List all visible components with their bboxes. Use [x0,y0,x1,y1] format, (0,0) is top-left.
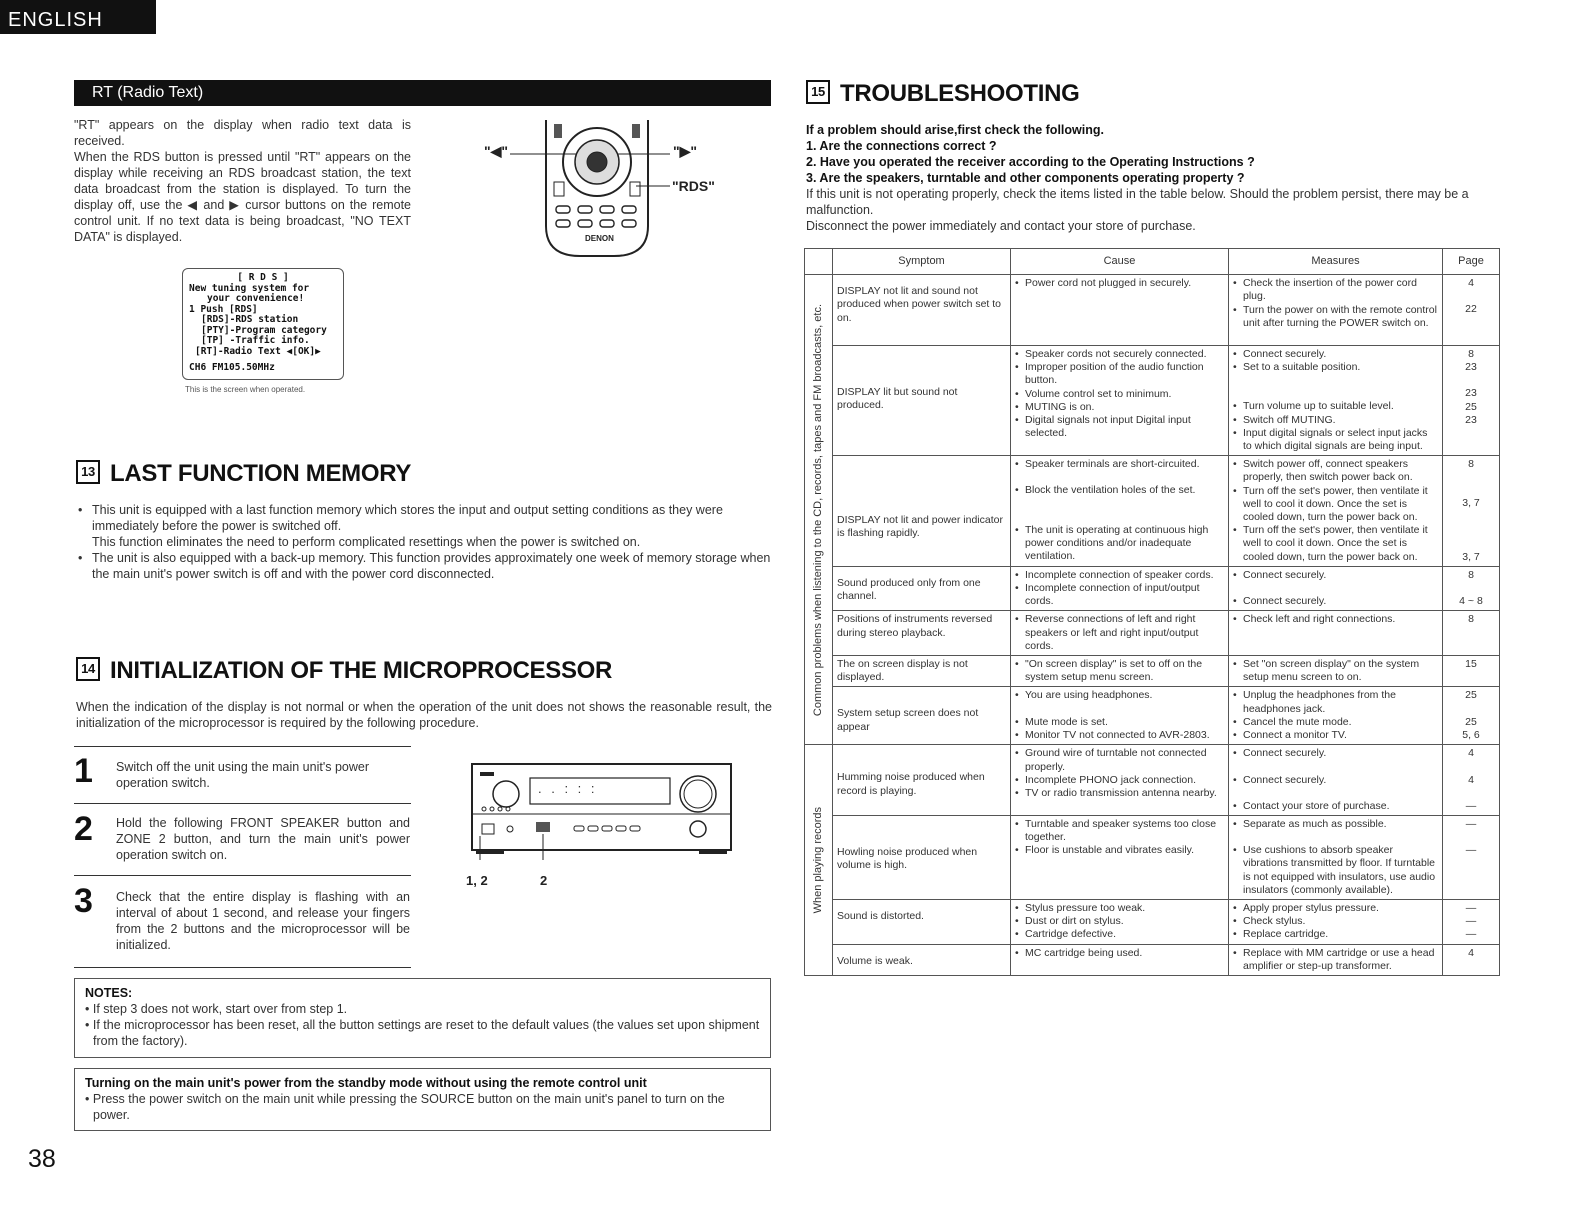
check-item: 2. Have you operated the receiver according to the Operating Instructions ? [806,155,1255,169]
symptom-cell: The on screen display is not displayed. [833,656,1011,687]
measures-cell: • Apply proper stylus pressure. • Check stylus. • Replace cartridge. [1229,899,1443,944]
section-13-number: 13 [76,460,100,484]
rds-screen-line: [ R D S ] [237,272,289,283]
cause-cell: • Incomplete connection of speaker cords. • Incomplete connection of input/output cords. [1011,566,1229,611]
intro-paragraph: If this unit is not operating properly, check the items listed in the table below. Should the problem persist, there may be a malfunction. [806,187,1469,217]
rt-paragraph-1: "RT" appears on the display when radio text data is received. [74,118,411,148]
divider [74,875,411,876]
cause-cell: • Power cord not plugged in securely. [1011,275,1229,346]
divider [74,746,411,747]
table-row [805,275,1500,346]
table-row [805,656,1500,687]
symptom-cell: Sound is distorted. [833,899,1011,944]
group-label: When playing records [811,806,824,914]
table-row [805,815,1500,899]
notes-box [74,978,771,1058]
section-13-heading [76,460,411,488]
table-header: Symptom [833,249,1011,275]
intro-paragraph: Disconnect the power immediately and contact your store of purchase. [806,219,1196,233]
group-label-cell [805,275,833,745]
symptom-cell: DISPLAY lit but sound not produced. [833,346,1011,456]
rds-screen-line: [PTY]-Program category [201,324,327,336]
rds-screen-caption: This is the screen when operated. [185,385,306,394]
table-row [805,944,1500,975]
measures-cell: • Connect securely. • Set to a suitable position. • Turn volume up to suitable level. • Switch off MUTING. • Input digital signals or select input jacks to which digital signals are being input. [1229,346,1443,456]
cause-cell: • MC cartridge being used. [1011,944,1229,975]
measures-cell: • Replace with MM cartridge or use a head amplifier or step-up transformer. [1229,944,1443,975]
standby-note-box [74,1068,771,1131]
rt-heading: RT (Radio Text) [74,80,771,106]
page-cell: 8 [1443,611,1500,656]
symptom-cell: DISPLAY not lit and sound not produced when power switch set to on. [833,275,1011,346]
page-cell: 4 22 [1443,275,1500,346]
rt-paragraph-2: When the RDS button is pressed until "RT" appears on the display while receiving an RDS broadcast station, the text data broadcast from the station is displayed. To turn the display off, use the ◀ and ▶ cursor buttons on the remote control unit. If no text data is being broadcast, "NO TEXT DATA" is displayed. [74,150,411,244]
rds-screen-display [182,268,344,380]
table-row [805,456,1500,567]
section-14-number: 14 [76,657,100,681]
rds-screen-line: 1 Push [RDS] [189,303,258,315]
measures-cell: • Check the insertion of the power cord plug. • Turn the power on with the remote control unit after turning the POWER switch on. [1229,275,1443,346]
page-cell: 8 23 23 25 23 [1443,346,1500,456]
rt-text [74,117,411,245]
cause-cell: • Reverse connections of left and right speakers or left and right input/output cords. [1011,611,1229,656]
remote-label-left: "◀" [484,143,509,159]
step-number: 2 [74,810,93,848]
page-cell: 8 3, 7 3, 7 [1443,456,1500,567]
table-header [805,249,833,275]
measures-cell: • Separate as much as possible. • Use cushions to absorb speaker vibrations transmitted by floor. If turntable is not equipped with insulators, use audio insulators (commonly available). [1229,815,1443,899]
receiver-front-panel-illustration [470,760,735,860]
cause-cell: • Speaker cords not securely connected. • Improper position of the audio function button. • Volume control set to minimum. • MUTING is on. • Digital signals not input Digital input selected. [1011,346,1229,456]
remote-label-right: "▶" [673,143,698,159]
symptom-cell: Humming noise produced when record is playing. [833,745,1011,816]
symptom-cell: Howling noise produced when volume is high. [833,815,1011,899]
cause-cell: • Turntable and speaker systems too close together. • Floor is unstable and vibrates easily. [1011,815,1229,899]
symptom-cell: Positions of instruments reversed during stereo playback. [833,611,1011,656]
rds-screen-line: New tuning system for [189,282,310,294]
symptom-cell: System setup screen does not appear [833,687,1011,745]
language-tab: ENGLISH [0,0,156,34]
section-15-title: TROUBLESHOOTING [840,80,1080,107]
section-14-intro: When the indication of the display is not normal or when the operation of the unit does not shows the reasonable result, the initialization of the microprocessor is required by the following procedure. [76,700,772,730]
note-item: • If step 3 does not work, start over from step 1. [85,1002,348,1016]
table-header-row [805,249,1500,275]
rds-screen-line: [RDS]-RDS station [201,314,299,325]
remote-brand-logo: DENON [585,234,614,243]
table-header: Cause [1011,249,1229,275]
measures-cell: • Connect securely. • Connect securely. [1229,566,1443,611]
page-number: 38 [28,1145,56,1173]
section-13-bullets [76,502,772,582]
table-row [805,611,1500,656]
cause-cell: • Speaker terminals are short-circuited. • Block the ventilation holes of the set. • The unit is operating at continuous high power conditions and/or inadequate ventilation. [1011,456,1229,567]
cause-cell: • "On screen display" is set to off on the system setup menu screen. [1011,656,1229,687]
rds-screen-line: [TP] -Traffic info. [201,335,310,346]
check-item: 3. Are the speakers, turntable and other components operating property ? [806,171,1245,185]
step-text: Hold the following FRONT SPEAKER button and ZONE 2 button, and turn the main unit's power operation switch on. [116,816,410,862]
rds-screen-line: CH6 FM105.50MHz [189,362,275,373]
divider [74,967,411,968]
section-14-title: INITIALIZATION OF THE MICROPROCESSOR [110,657,613,684]
symptom-cell: Volume is weak. [833,944,1011,975]
section-13-title: LAST FUNCTION MEMORY [110,460,412,487]
standby-title: Turning on the main unit's power from the standby mode without using the remote control unit [85,1076,647,1090]
measures-cell: • Unplug the headphones from the headphones jack. • Cancel the mute mode. • Connect a monitor TV. [1229,687,1443,745]
troubleshooting-table [804,248,1499,976]
measures-cell: • Check left and right connections. [1229,611,1443,656]
table-row [805,346,1500,456]
symptom-cell: DISPLAY not lit and power indicator is flashing rapidly. [833,456,1011,567]
page-cell: 4 4 — [1443,745,1500,816]
table-row [805,745,1500,816]
figure-label: 1, 2 [466,873,488,888]
page-cell: — — — [1443,899,1500,944]
receiver-display-text: . . : : : [538,781,598,796]
cause-cell: • You are using headphones. • Mute mode is set. • Monitor TV not connected to AVR-2803. [1011,687,1229,745]
step-number: 3 [74,882,93,920]
table-header: Measures [1229,249,1443,275]
page-cell: 4 [1443,944,1500,975]
group-label: Common problems when listening to the CD, records, tapes and FM broadcasts, etc. [811,303,824,716]
page-cell: 15 [1443,656,1500,687]
lead-text: If a problem should arise,first check the following. [806,123,1104,137]
note-item: • If the microprocessor has been reset, all the button settings are reset to the default values (the values set upon shipment from the factory). [85,1018,760,1048]
cause-cell: • Ground wire of turntable not connected properly. • Incomplete PHONO jack connection. • TV or radio transmission antenna nearby. [1011,745,1229,816]
table-row [805,687,1500,745]
measures-cell: • Connect securely. • Connect securely. • Contact your store of purchase. [1229,745,1443,816]
step-number: 1 [74,752,93,790]
list-item: • The unit is also equipped with a back-up memory. This function provides approximately one week of memory storage when the main unit's power switch is off and with the power cord disconnected. [76,550,772,582]
troubleshooting-intro [806,122,1501,234]
page-cell: 25 25 5, 6 [1443,687,1500,745]
cause-cell: • Stylus pressure too weak. • Dust or dirt on stylus. • Cartridge defective. [1011,899,1229,944]
step-text: Check that the entire display is flashing with an interval of about 1 second, and release your fingers from the 2 buttons and the microprocessor will be initialized. [116,890,410,952]
rds-screen-line: your convenience! [207,293,305,304]
page-cell: 8 4 ~ 8 [1443,566,1500,611]
divider [74,803,411,804]
check-item: 1. Are the connections correct ? [806,139,997,153]
section-15-heading [806,80,1080,108]
table-header: Page [1443,249,1500,275]
step-text: Switch off the unit using the main unit's power operation switch. [116,760,369,790]
measures-cell: • Set "on screen display" on the system setup menu screen to on. [1229,656,1443,687]
table-row [805,566,1500,611]
figure-label: 2 [540,873,548,888]
group-label-cell [805,745,833,976]
page-cell: — — [1443,815,1500,899]
section-15-number: 15 [806,80,830,104]
section-14-heading [76,657,612,685]
table-row [805,899,1500,944]
notes-title: NOTES: [85,986,133,1000]
remote-label-rds: "RDS" [672,178,715,194]
rds-screen-line: [RT]-Radio Text ◀[OK]▶ [195,345,321,357]
standby-text: • Press the power switch on the main unit while pressing the SOURCE button on the main unit's panel to turn on the power. [85,1092,725,1122]
list-item: • This unit is equipped with a last function memory which stores the input and output setting conditions as they were immediately before the power is switched off. This function eliminates the need to perform complicated resettings when the power is switched on. [76,502,772,550]
symptom-cell: Sound produced only from one channel. [833,566,1011,611]
measures-cell: • Switch power off, connect speakers properly, then switch power back on. • Turn off the set's power, then ventilate it well to cool it down. Once the set is cooled down, turn the power back on. • Turn off the set's power, then ventilate it well to cool it down. Once the set is cooled down, turn the power back on. [1229,456,1443,567]
